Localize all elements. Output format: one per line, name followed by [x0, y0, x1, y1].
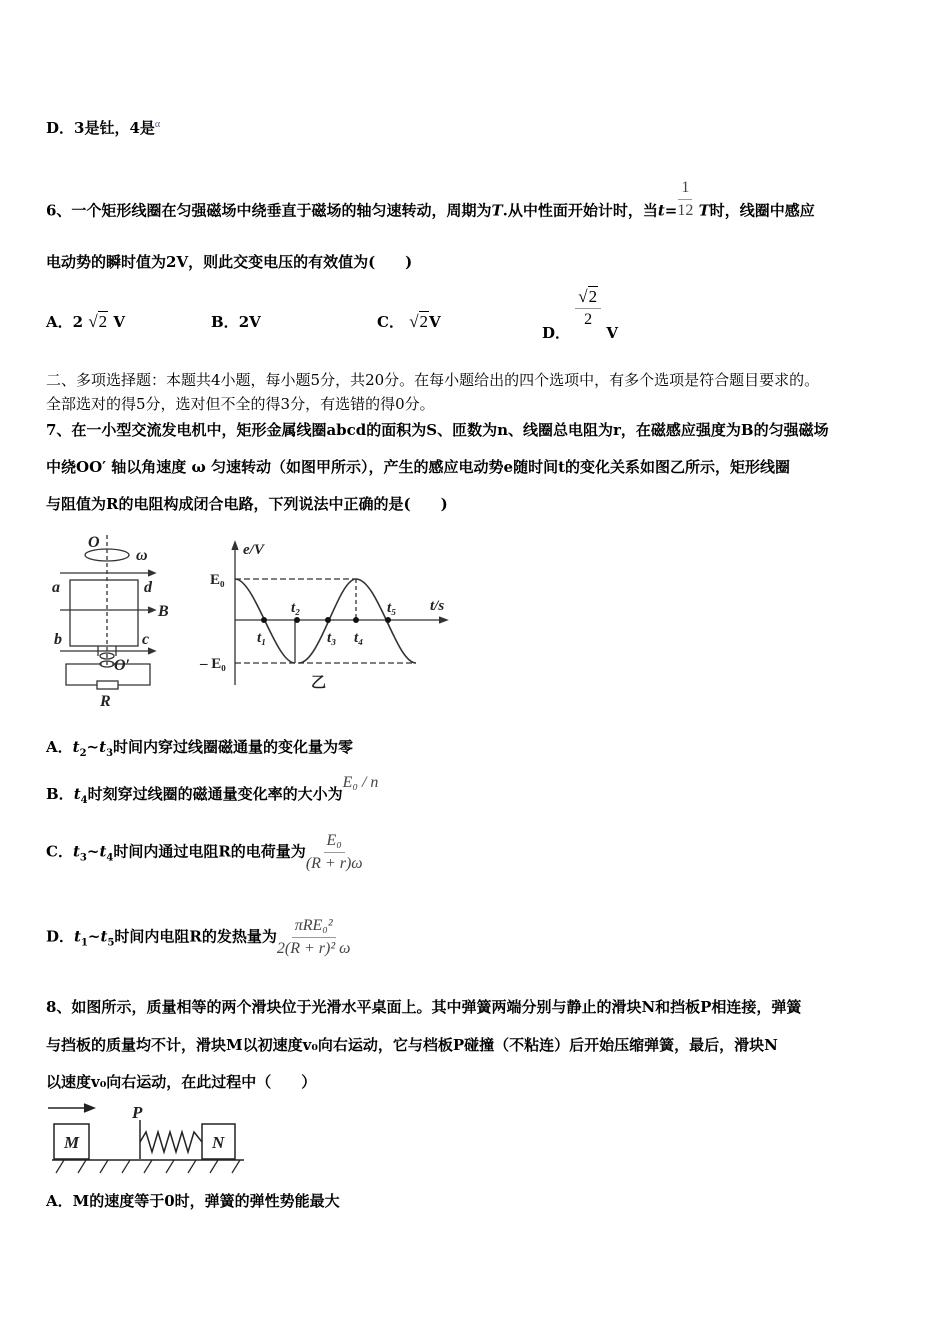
subscript: 4 [106, 852, 114, 864]
unit: V [606, 323, 618, 342]
alpha-symbol: α [154, 119, 161, 130]
caption-yi: 乙 [311, 675, 327, 691]
section2-line2: 全部选对的得5分，选对但不全的得3分，有选错的得0分。 [46, 395, 435, 413]
tilde: ~ [87, 927, 101, 946]
radicand: 2 [419, 312, 429, 331]
x-axis-label: t/s [430, 598, 445, 614]
label-N: N [212, 1133, 225, 1152]
formula: E₀ / n [342, 774, 379, 791]
subscript: 4 [80, 795, 88, 806]
tilde: ~ [86, 842, 100, 861]
q8-line1: 8、如图所示，质量相等的两个滑块位于光滑水平桌面上。其中弹簧两端分别与静止的滑块N和挡板P相连接，弹簧 [46, 998, 802, 1016]
var-t: t [100, 927, 108, 946]
q7-line2: 中绕OO′ 轴以角速度 ω 匀速转动（如图甲所示），产生的感应电动势e随时间t的变化关系如图乙所示，矩形线圈 [46, 458, 791, 476]
q6-option-d[interactable] [542, 286, 618, 342]
radicand: 2 [588, 287, 598, 306]
figure-emf-graph [232, 542, 447, 685]
q6-line1 [46, 179, 815, 234]
q7-option-d[interactable] [46, 915, 350, 960]
option-label: B． [46, 785, 74, 803]
var-t: t [99, 842, 107, 861]
tick-neg-E0: – E₀ [200, 656, 226, 672]
var-t: t [73, 785, 81, 803]
fraction [575, 286, 601, 331]
q6-text: .从中性面开始计时，当 [502, 201, 658, 220]
unit: V [429, 313, 441, 331]
subscript: 3 [79, 852, 87, 864]
option-text: 时间内穿过线圈磁通量的变化量为零 [113, 738, 354, 756]
tilde: ~ [86, 738, 100, 756]
option-label: A． [46, 738, 73, 756]
numerator: 1 [678, 177, 692, 200]
label-t1: t₁ [257, 630, 267, 646]
formula-fraction [306, 830, 363, 875]
numerator: πRE₀² [292, 915, 336, 938]
q8-figure [44, 1098, 264, 1178]
q6-option-c[interactable] [377, 311, 441, 332]
label-P: P [132, 1103, 143, 1122]
subscript: 3 [106, 748, 114, 759]
q6-option-b[interactable] [211, 311, 261, 332]
label-t3: t₃ [327, 630, 337, 646]
q8-line2: 与挡板的质量均不计，滑块M以初速度v₀向右运动，它与档板P碰撞（不粘连）后开始压缩弹簧，最后，滑块N [46, 1036, 778, 1054]
sqrt: √2 [409, 312, 429, 331]
section2-line1: 二、多项选择题：本题共4小题，每小题5分，共20分。在每小题给出的四个选项中，有多个选项是符合题目要求的。 [46, 371, 820, 389]
denominator: 2 [584, 311, 593, 328]
option-label: D． [46, 927, 75, 946]
var-t: t [74, 927, 81, 946]
var-T: T [698, 201, 710, 220]
denominator: 12 [677, 202, 694, 219]
numerator: √2 [575, 286, 601, 309]
label-omega: ω [136, 547, 148, 564]
label-B: B [158, 603, 169, 620]
label-t5: t₅ [387, 600, 397, 616]
label-b: b [54, 631, 62, 648]
q6-text: 6、一个矩形线圈在匀强磁场中绕垂直于磁场的轴匀速转动，周期为 [46, 201, 492, 220]
var-T: T [491, 201, 503, 220]
label-d: d [144, 579, 152, 596]
subscript: 2 [79, 748, 87, 759]
q6-text: 时，线圈中感应 [709, 201, 815, 220]
sqrt: √2 [88, 312, 108, 331]
graph-labels [199, 542, 444, 691]
coef: 2 [72, 313, 84, 331]
q8-line3: 以速度v₀向右运动，在此过程中（ ） [46, 1073, 317, 1091]
q7-option-a[interactable] [46, 736, 353, 759]
option-text: 时间内电阻R的发热量为 [114, 927, 277, 946]
denominator: (R + r)ω [305, 855, 363, 872]
fraction-1-12 [677, 177, 693, 222]
option-label: D． [542, 323, 571, 342]
label-R: R [100, 693, 111, 710]
var-t: t [657, 201, 665, 220]
q7-line3: 与阻值为R的电阻构成闭合电路，下列说法中正确的是( ) [46, 495, 448, 513]
label-O: O [88, 534, 100, 551]
label-t4: t₄ [354, 630, 364, 646]
label-t2: t₂ [291, 600, 301, 616]
label-a: a [52, 579, 60, 596]
option-label: C． [46, 842, 73, 861]
formula-fraction [277, 915, 351, 960]
denominator: 2(R + r)² ω [276, 940, 351, 957]
option-label: A． [46, 313, 73, 331]
numerator: E₀ [324, 830, 345, 853]
var-t: t [72, 738, 80, 756]
option-label: B． [211, 313, 239, 331]
option-text: 时刻穿过线圈的磁通量变化率的大小为 [87, 785, 343, 803]
var-t: t [72, 842, 80, 861]
q7-line1: 7、在一小型交流发电机中，矩形金属线圈abcd的面积为S、匝数为n、线圈总电阻为r，在磁感应强度为B的匀强磁场 [46, 421, 829, 439]
option-label: C． [377, 313, 404, 331]
unit: V [113, 313, 126, 331]
q7-option-b[interactable] [46, 774, 379, 806]
q7-figures [40, 530, 480, 720]
label-M: M [64, 1133, 80, 1152]
q5-option-d [46, 115, 160, 138]
q7-option-c[interactable] [46, 830, 363, 875]
eq: = [664, 201, 678, 220]
q8-option-a[interactable]: A．M的速度等于0时，弹簧的弹性势能最大 [46, 1192, 340, 1210]
y-axis-label: e/V [243, 542, 264, 558]
option-text: 2V [238, 313, 261, 331]
var-t: t [99, 738, 107, 756]
q6-option-a[interactable] [46, 311, 125, 332]
option-text: 时间内通过电阻R的电荷量为 [113, 842, 306, 861]
label-c: c [142, 631, 150, 648]
subscript: 1 [80, 937, 88, 949]
radicand: 2 [98, 312, 108, 331]
label-O-prime: O′ [114, 657, 131, 674]
tick-E0: E₀ [210, 572, 225, 588]
q6-line2: 电动势的瞬时值为2V，则此交变电压的有效值为( ) [46, 253, 413, 271]
subscript: 5 [107, 937, 115, 949]
option-text: D．3是钍，4是 [46, 119, 155, 137]
